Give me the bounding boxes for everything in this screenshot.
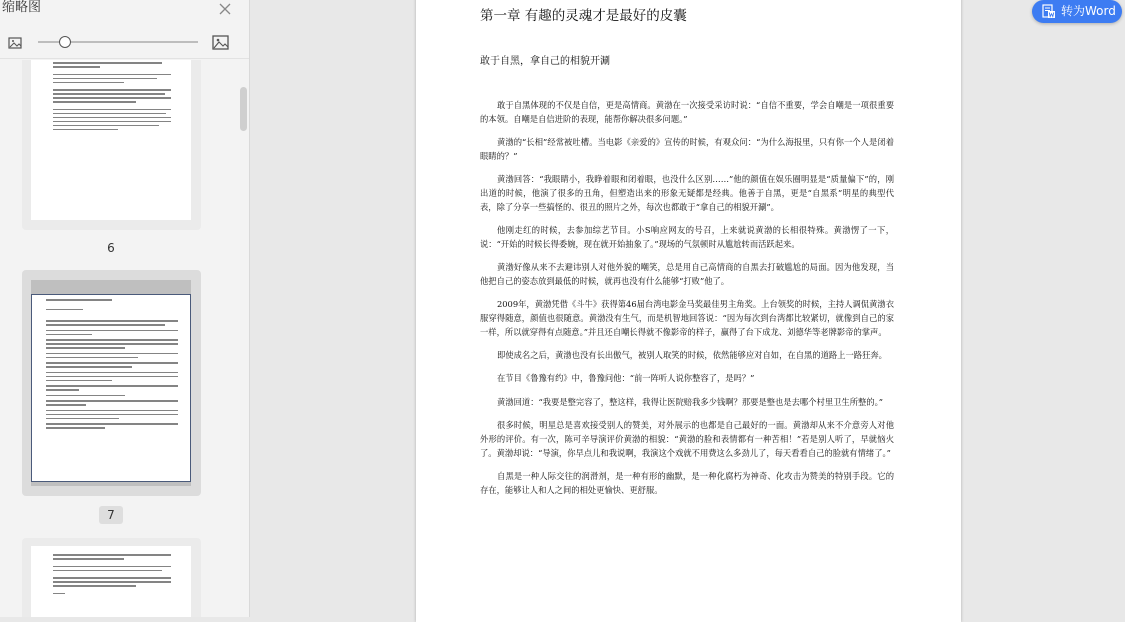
paragraph: 黄渤的“长相”经常被吐槽。当电影《亲爱的》宣传的时候，有观众问：“为什么海报里，只有你一个人是闭着眼睛的？” bbox=[480, 137, 894, 161]
convert-to-word-label: 转为Word bbox=[1061, 4, 1116, 18]
thumbnail-page-6[interactable] bbox=[22, 60, 201, 230]
paragraph: 2009年，黄渤凭借《斗牛》获得第46届台湾电影金马奖最佳男主角奖。上台领奖的时候，主持人调侃黄渤衣服穿得随意，颜值也很随意。黄渤没有生气，而是机智地回答说：“因为每次到台湾都比较紧切，就像到自己的家一样，所以就穿得有点随意。”并且还自嘲长得就不像影帝的样子，赢得了台下成龙、刘德华等老牌影帝的掌声。 bbox=[480, 299, 894, 337]
word-convert-icon bbox=[1042, 4, 1056, 19]
image-small-icon[interactable] bbox=[8, 35, 24, 51]
paragraph: 即使成名之后，黄渤也没有长出傲气，被别人取笑的时候，依然能够应对自如，在自黑的道路上一路狂奔。 bbox=[497, 350, 887, 361]
paragraph: 黄渤好像从来不去避讳别人对他外貌的嘲笑，总是用自己高情商的自黑去打破尴尬的局面。因为他发现，当他把自己的姿态放到最低的时候，就再也没有什么能够“打败”他了。 bbox=[480, 262, 894, 286]
document-viewer bbox=[250, 0, 1125, 617]
thumbnail-page-8-preview bbox=[31, 546, 191, 617]
thumbnail-page-7-preview bbox=[31, 294, 191, 482]
body-text bbox=[480, 99, 894, 507]
paragraph: 黄渤回道：“我要是整完容了，整这样，我得让医院赔我多少钱啊？那要是整也是去哪个村里卫生所整的。” bbox=[497, 396, 883, 407]
thumbnail-page-6-preview bbox=[31, 60, 191, 220]
paragraph: 敢于自黑体现的不仅是自信，更是高情商。黄渤在一次接受采访时说：“自信不重要，学会自嘲是一项很重要的本领。自嘲是自信进阶的表现，能帮你解决很多问题。” bbox=[480, 100, 894, 124]
thumbnail-page-8[interactable] bbox=[22, 538, 201, 617]
paragraph: 黄渤回答：“我眼睛小，我睁着眼和闭着眼，也没什么区别……”他的颜值在娱乐圈明显是“质量偏下”的，刚出道的时候，他演了很多的丑角，但塑造出来的形象无疑都是经典。他善于自黑，更是“自黑系”明星的典型代表，除了分享一些搞怪的、很丑的照片之外，每次也都敢于“拿自己的相貌开涮”。 bbox=[480, 174, 894, 212]
thumbnail-page-number[interactable]: 6 bbox=[107, 241, 115, 255]
sidebar-title: 缩略图 bbox=[2, 0, 42, 15]
thumbnail-page-7-footer-strip bbox=[31, 482, 191, 486]
thumbnail-sidebar bbox=[0, 0, 250, 617]
sidebar-scrollbar[interactable] bbox=[240, 87, 247, 131]
image-large-icon[interactable] bbox=[212, 34, 228, 50]
thumbnail-page-7-header-strip bbox=[31, 280, 191, 294]
paragraph: 自黑是一种人际交往的润滑剂，是一种有形的幽默，是一种化腐朽为神奇、化攻击为赞美的特别手段。它的存在，能够让人和人之间的相处更愉快、更舒服。 bbox=[480, 470, 894, 495]
thumbnail-page-7[interactable] bbox=[22, 270, 201, 496]
paragraph: 很多时候，明星总是喜欢接受别人的赞美，对外展示的也都是自己最好的一面。黄渤却从来不介意旁人对他外形的评价。有一次，陈可辛导演评价黄渤的相貌：“黄渤的脸和表情都有一种苦相！”若是别人听了，早就恼火了。黄渤却说：“导演，你早点儿和我说啊，我演这个戏就不用费这么多劲儿了，每天看看自己的脸就有情绪了。” bbox=[480, 420, 894, 458]
zoom-slider-handle[interactable] bbox=[59, 36, 71, 48]
convert-to-word-button[interactable] bbox=[1032, 0, 1122, 23]
sidebar-divider bbox=[0, 58, 249, 59]
paragraph: 在节目《鲁豫有约》中，鲁豫问他：“前一阵听人说你整容了，是吗？” bbox=[497, 373, 755, 384]
close-icon[interactable] bbox=[217, 1, 233, 17]
document-page bbox=[416, 0, 961, 622]
sidebar-header bbox=[0, 0, 249, 20]
chapter-title: 第一章 有趣的灵魂才是最好的皮囊 bbox=[480, 8, 687, 24]
paragraph: 他刚走红的时候，去参加综艺节目。小S响应网友的号召，上来就说黄渤的长相很特殊。黄渤愣了一下，说：“开始的时候长得委婉，现在就开始抽象了。”现场的气氛顿时从尴尬转而活跃起来。 bbox=[480, 225, 894, 249]
section-title: 敢于自黑，拿自己的相貌开涮 bbox=[480, 56, 610, 67]
thumbnail-page-number-selected[interactable]: 7 bbox=[99, 506, 123, 524]
thumbnail-list bbox=[0, 60, 235, 617]
